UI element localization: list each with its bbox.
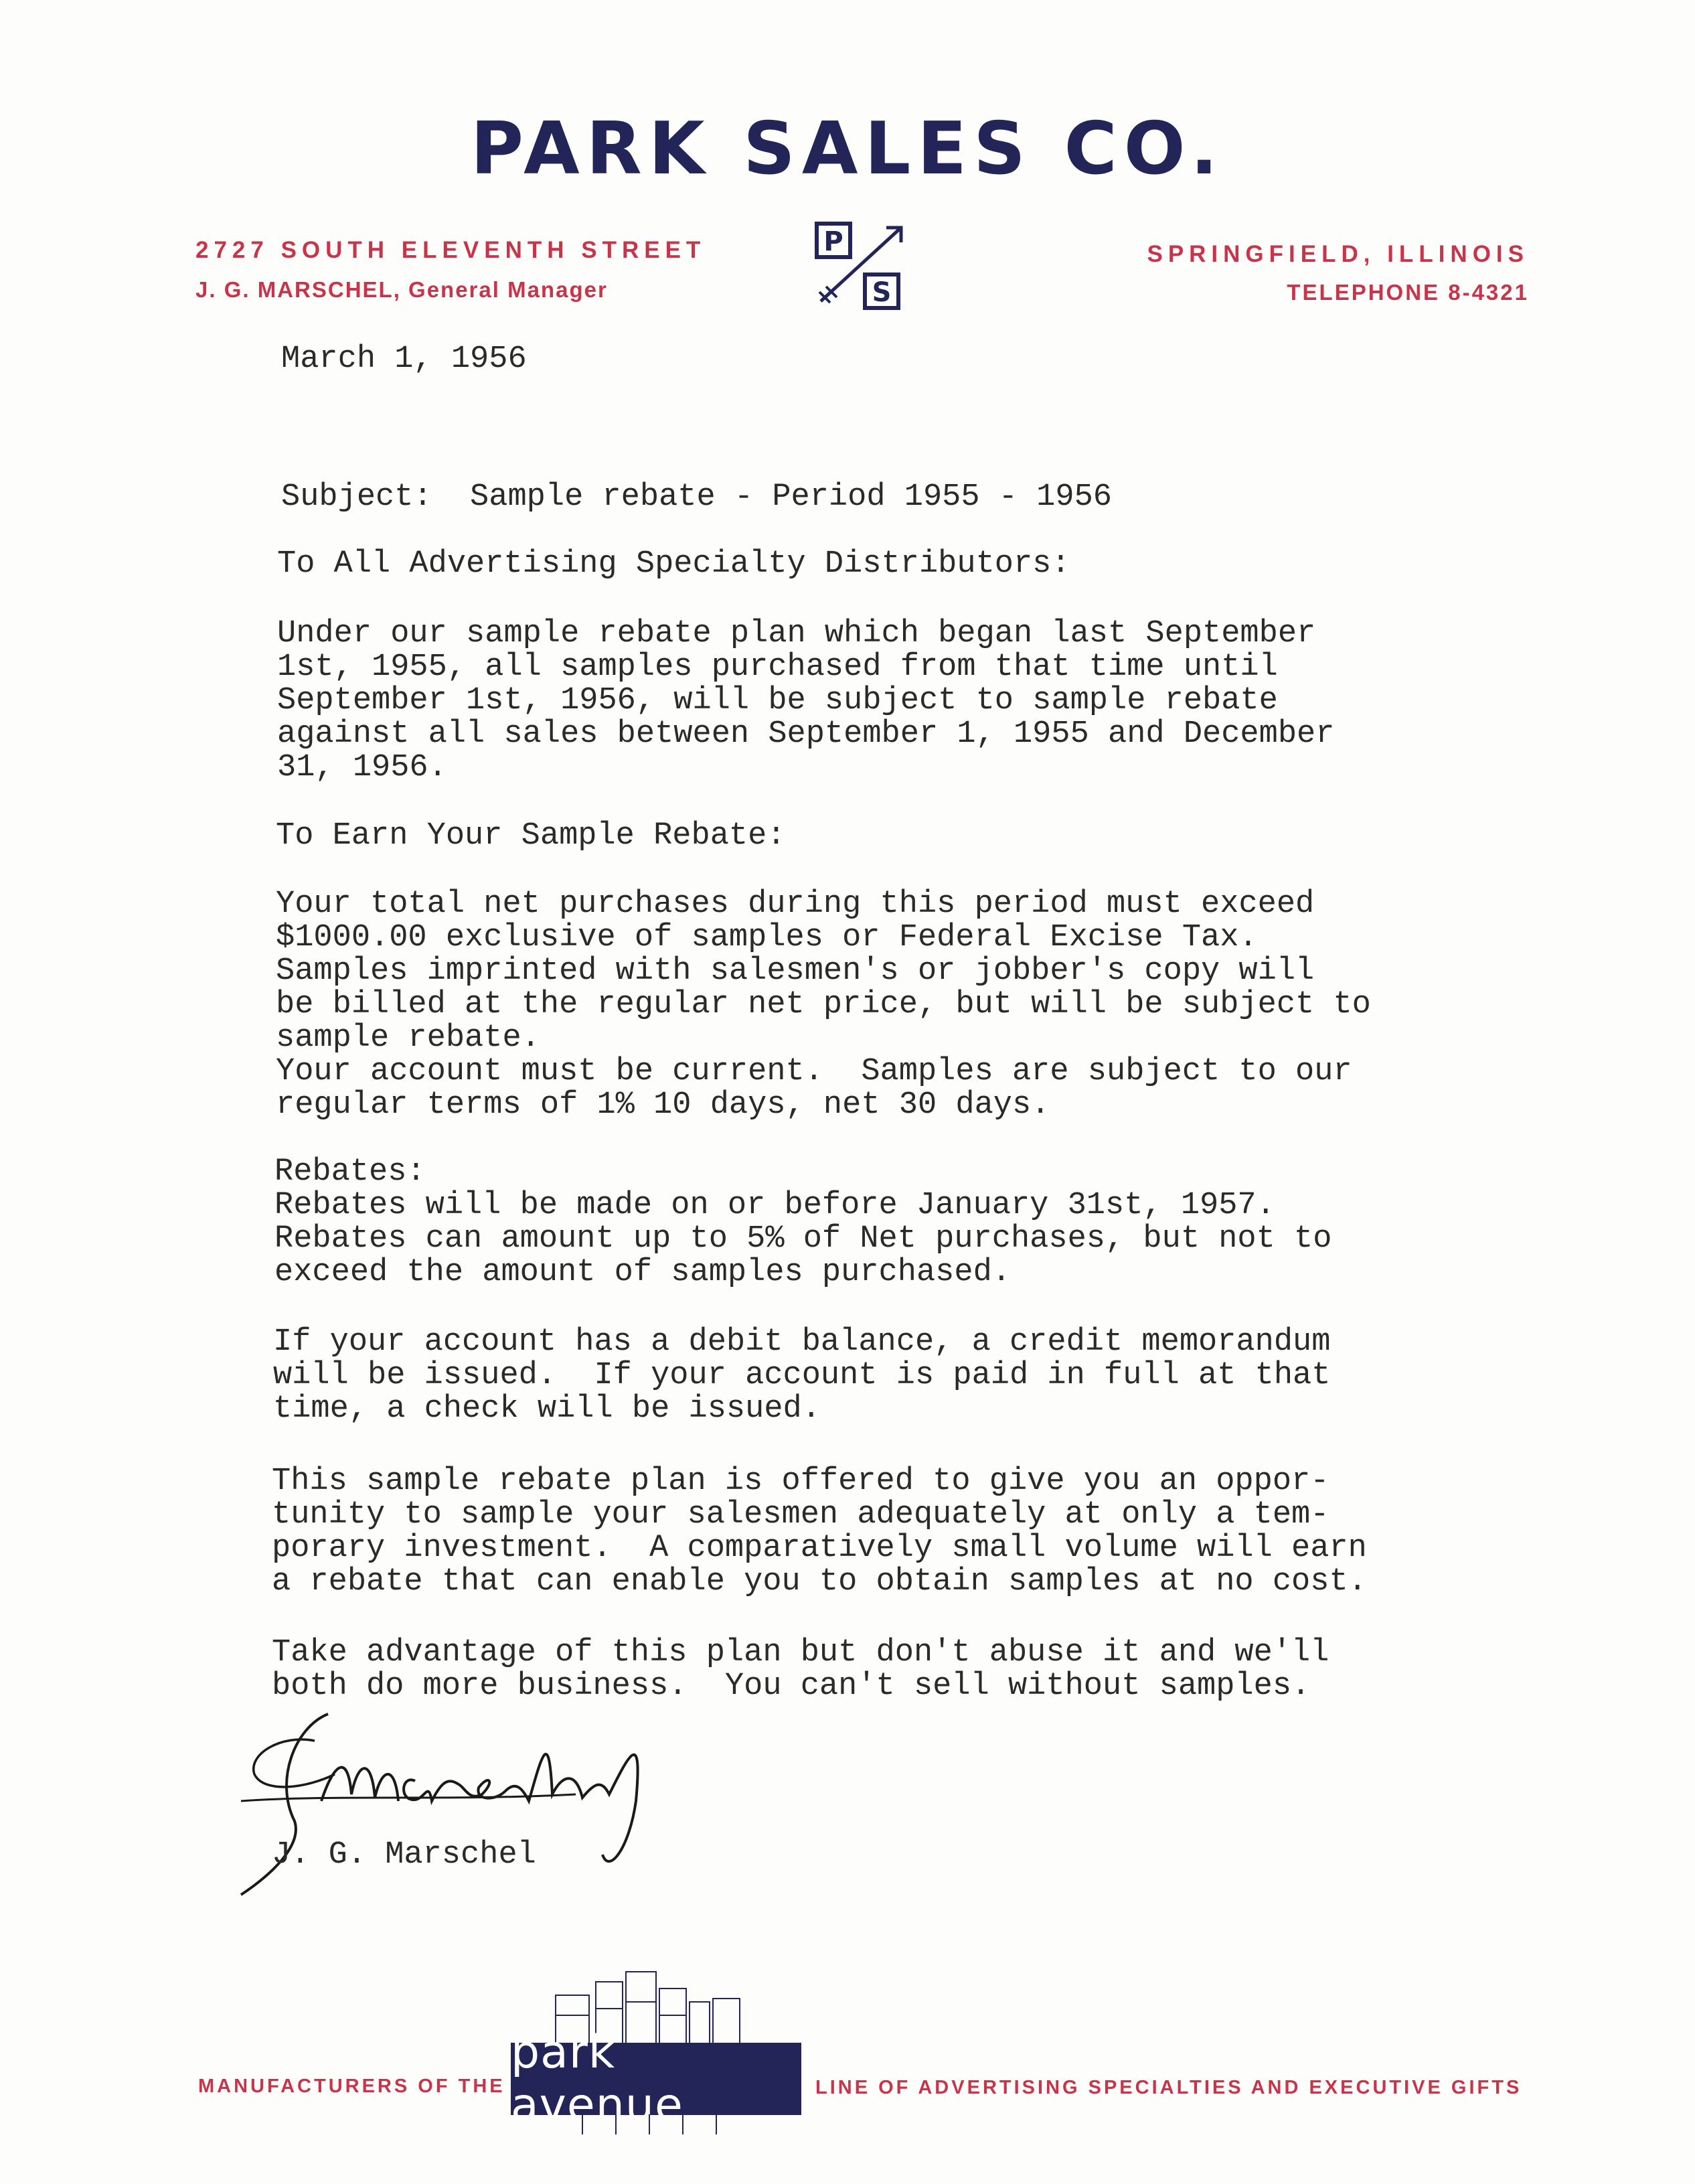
footer-manufacturers-text: MANUFACTURERS OF THE <box>198 2076 505 2097</box>
signer-name: J. G. Marschel <box>272 1837 536 1873</box>
paragraph-opportunity: This sample rebate plan is offered to give you an oppor- tunity to sample your salesmen adequately at only a tem- porary investment. A comparatively small volume will earn a rebate that can enable you to obtain samples at no cost. <box>272 1464 1367 1600</box>
street-address: 2727 SOUTH ELEVENTH STREET <box>195 237 706 263</box>
paragraph-plan-intro: Under our sample rebate plan which began last September 1st, 1955, all samples purchased from that time until September 1st, 1956, will be subject to sample rebate against all sales between September 1, 1955 and December 31, 1956. <box>277 616 1335 785</box>
company-name: PARK SALES CO. <box>470 107 1225 191</box>
logo-letter-s: S <box>872 277 892 308</box>
paragraph-rebates: Rebates: Rebates will be made on or before January 31st, 1957. Rebates can amount up to 5% of Net purchases, but not to exceed the amount of samples purchased. <box>274 1154 1332 1290</box>
letter-date: March 1, 1956 <box>281 341 527 377</box>
footer-line-text: LINE OF ADVERTISING SPECIALTIES AND EXECUTIVE GIFTS <box>815 2077 1522 2098</box>
paragraph-closing: Take advantage of this plan but don't abuse it and we'll both do more business. You can't sell without samples. <box>272 1635 1329 1704</box>
paragraph-credit: If your account has a debit balance, a credit memorandum will be issued. If your account is paid in full at that time, a check will be issued. <box>273 1324 1331 1427</box>
ps-monogram-arrow-icon <box>807 221 914 315</box>
paragraph-requirements: Your total net purchases during this period must exceed $1000.00 exclusive of samples or Federal Excise Tax. Samples imprinted with salesmen's or jobber's copy will be billed at the regular net price, but will be subject to sample rebate. Your account must be current. Samples are subject to our regular terms of 1% 10 days, net 30 days. <box>276 886 1371 1123</box>
subject-line: Subject: Sample rebate - Period 1955 - 1956 <box>281 479 1113 515</box>
heading-earn-rebate: To Earn Your Sample Rebate: <box>276 818 786 854</box>
park-avenue-brand: park avenue <box>511 2026 683 2132</box>
logo-base-lines <box>576 2114 750 2137</box>
salutation: To All Advertising Specialty Distributors: <box>277 546 1070 582</box>
telephone: TELEPHONE 8-4321 <box>1287 280 1529 305</box>
general-manager-line: J. G. MARSCHEL, General Manager <box>195 277 608 302</box>
park-avenue-logo <box>511 2026 801 2132</box>
logo-letter-p: P <box>823 226 843 257</box>
city-state: SPRINGFIELD, ILLINOIS <box>1147 241 1529 267</box>
